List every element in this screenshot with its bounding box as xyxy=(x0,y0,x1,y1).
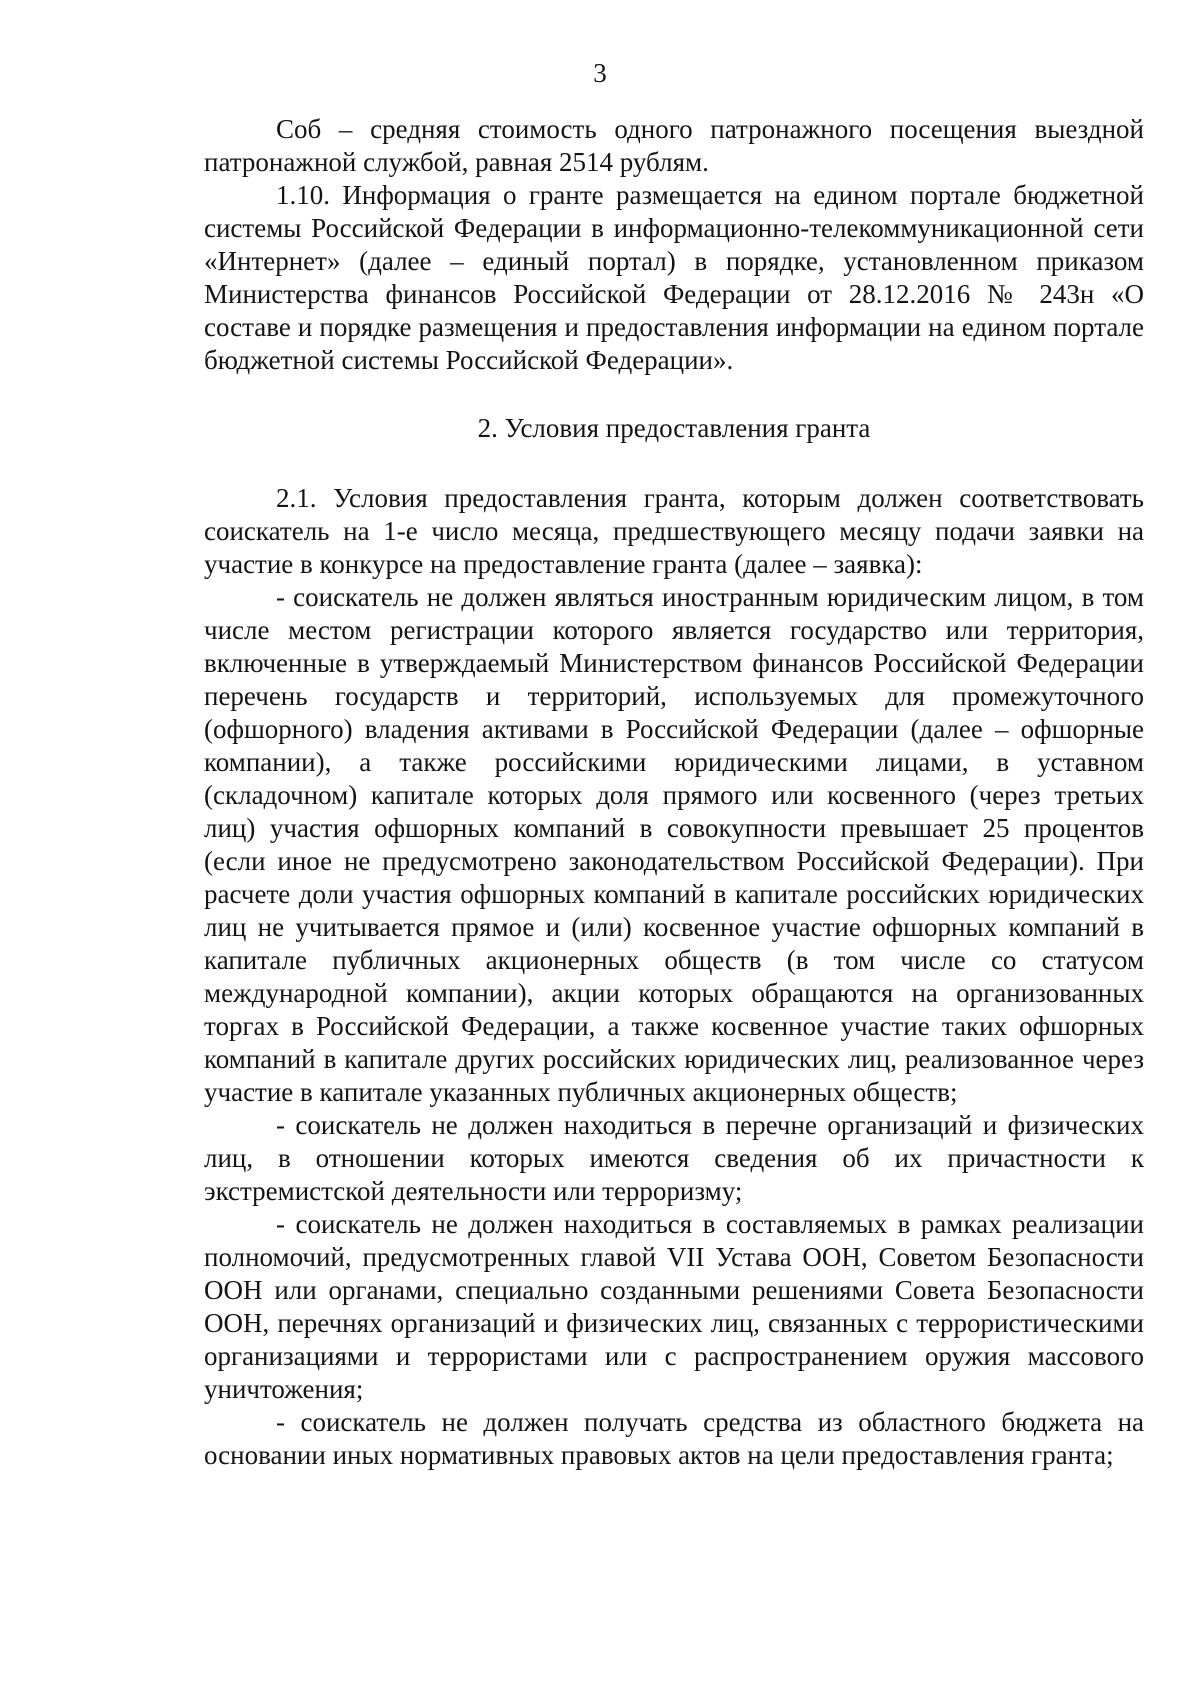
paragraph-cost-definition: Соб – средняя стоимость одного патронажного посещения выездной патронажной службой, равная 2514 рублям. xyxy=(204,114,1144,177)
page-number: 3 xyxy=(593,58,607,88)
paragraph-1-10: 1.10. Информация о гранте размещается на едином портале бюджетной системы Российской Федерации в информационно-телекоммуникационной сети «Интернет» (далее – единый портал) в порядке, установленном приказом Министерства финансов Российской Федерации от 28.12.2016 № 243н «О составе и порядке размещения и предоставления информации на едином портале бюджетной системы Российской Федерации». xyxy=(204,180,1144,375)
list-item-un-sanctions: - соискатель не должен находиться в составляемых в рамках реализации полномочий, предусмотренных главой VII Устава ООН, Советом Безопасности ООН или органами, специально созданными решениями Совета Безопасности ООН, перечнях организаций и физических лиц, связанных с террористическими организациями и террористами или с распространением оружия массового уничтожения; xyxy=(204,1209,1144,1404)
document-body xyxy=(204,113,1144,1472)
list-item-offshore: - соискатель не должен являться иностранным юридическим лицом, в том числе местом регистрации которого является государство или территория, включенные в утверждаемый Министерством финансов Российской Федерации перечень государств и территорий, используемых для промежуточного (офшорного) владения активами в Российской Федерации (далее – офшорные компании), а также российскими юридическими лицами, в уставном (складочном) капитале которых доля прямого или косвенного (через третьих лиц) участия офшорных компаний в совокупности превышает 25 процентов (если иное не предусмотрено законодательством Российской Федерации). При расчете доли участия офшорных компаний в капитале российских юридических лиц не учитывается прямое и (или) косвенное участие офшорных компаний в капитале публичных акционерных обществ (в том числе со статусом международной компании), акции которых обращаются на организованных торгах в Российской Федерации, а также косвенное участие таких офшорных компаний в капитале других российских юридических лиц, реализованное через участие в капитале указанных публичных акционерных обществ; xyxy=(204,582,1144,1107)
paragraph-2-1: 2.1. Условия предоставления гранта, которым должен соответствовать соискатель на 1-е число месяца, предшествующего месяцу подачи заявки на участие в конкурсе на предоставление гранта (далее – заявка): xyxy=(204,483,1144,579)
section-heading: 2. Условия предоставления гранта xyxy=(477,413,871,443)
list-item-regional-budget: - соискатель не должен получать средства из областного бюджета на основании иных нормативных правовых актов на цели предоставления гранта; xyxy=(204,1407,1144,1470)
list-item-extremism: - соискатель не должен находиться в перечне организаций и физических лиц, в отношении которых имеются сведения об их причастности к экстремистской деятельности или терроризму; xyxy=(204,1110,1144,1206)
